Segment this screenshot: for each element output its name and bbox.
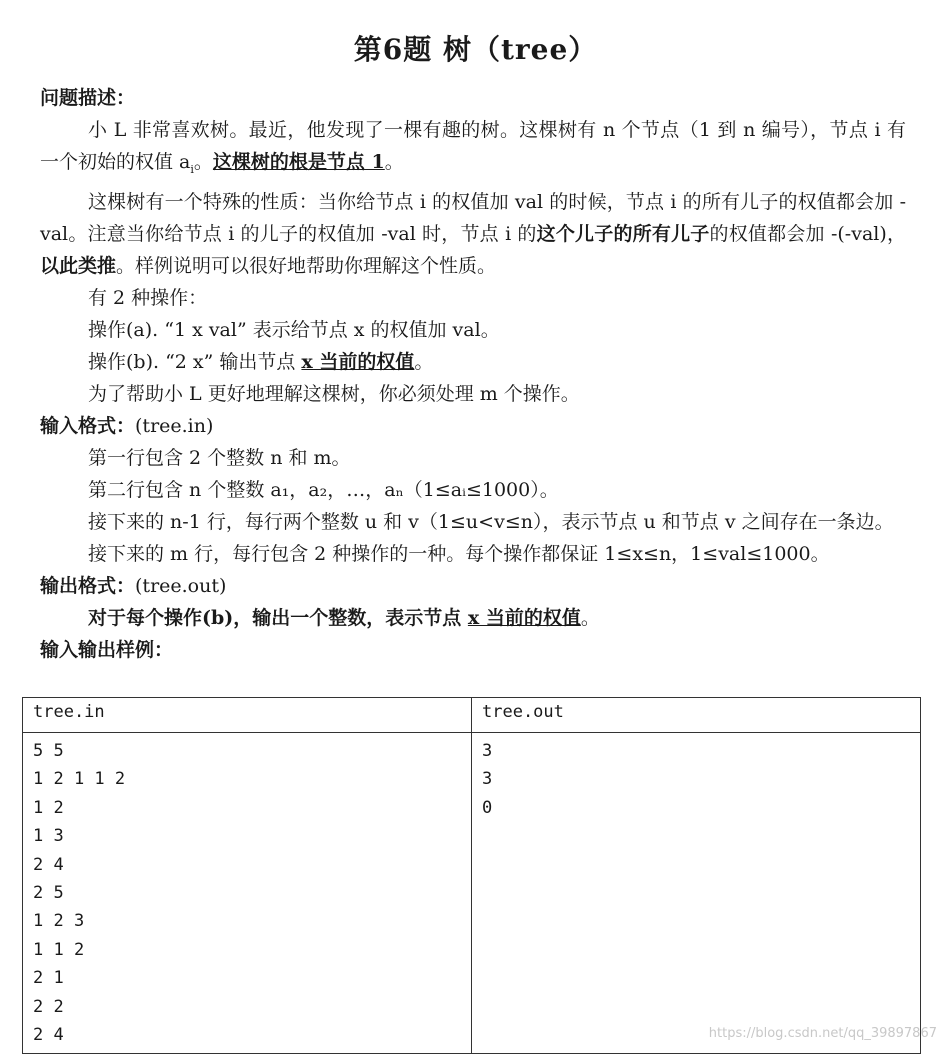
sample-output-cell <box>472 733 921 1054</box>
sample-output-header: tree.out <box>472 698 921 733</box>
sample-input-line: 1 2 3 <box>33 911 85 932</box>
sample-output-line: 0 <box>482 797 493 818</box>
sample-input-cell <box>23 733 472 1054</box>
problem-paragraph-1: 小 L 非常喜欢树。最近，他发现了一棵有趣的树。这棵树有 n 个节点（1 到 n 编号），节点 i 有一个初始的权值 $a_i$。这棵树的根是节点 1。 <box>40 119 906 176</box>
sample-output-line: 3 <box>482 769 493 790</box>
sample-heading: 输入输出样例： <box>40 638 174 661</box>
sample-output-line: 3 <box>482 741 493 761</box>
problem-paragraph-2: 这棵树有一个特殊的性质：当你给节点 i 的权值加 val 的时候，节点 i 的所有儿子的权值都会加 -val。注意当你给节点 i 的儿子的权值加 -val 时，节点 i 的这个儿子的所有儿子的权值都会加 -(-val)，以此类推。样例说明可以很好地帮助你理解这个性质。 <box>40 190 906 277</box>
problem-heading: 问题描述： <box>40 87 136 109</box>
watermark: https://blog.csdn.net/qq_39897867 <box>708 1026 937 1041</box>
problem-title: 第6题 树（tree） <box>353 33 598 66</box>
sample-input-line: 2 4 <box>33 854 64 875</box>
input-line-4: 接下来的 m 行，每行包含 2 种操作的一种。每个操作都保证 1≤x≤n，1≤val≤1000。 <box>88 542 830 565</box>
sample-input-line: 1 2 1 1 2 <box>33 769 126 790</box>
operation-a: 操作(a). “1 x val” 表示给节点 x 的权值加 val。 <box>88 318 500 341</box>
input-line-3: 接下来的 n-1 行，每行两个整数 u 和 v（1≤u<v≤n），表示节点 u 和节点 v 之间存在一条边。 <box>88 510 894 533</box>
input-format-heading: 输入格式：(tree.in) <box>40 414 214 437</box>
sample-input-line: 2 4 <box>33 1025 64 1046</box>
sample-io-table <box>22 697 921 1054</box>
sample-input-line: 2 5 <box>33 883 64 904</box>
sample-input-line: 5 5 <box>33 741 64 761</box>
problem-paragraph-4: 为了帮助小 L 更好地理解这棵树，你必须处理 m 个操作。 <box>88 382 580 405</box>
output-format-heading: 输出格式：(tree.out) <box>40 574 227 597</box>
sample-input-line: 2 2 <box>33 996 64 1017</box>
sample-input-line: 1 2 <box>33 797 64 818</box>
operation-b: 操作(b). “2 x” 输出节点 x 当前的权值。 <box>88 350 434 373</box>
output-line-1: 对于每个操作(b)，输出一个整数，表示节点 x 当前的权值。 <box>88 606 600 629</box>
sample-input-header: tree.in <box>23 698 472 733</box>
sample-input-line: 1 3 <box>33 826 64 847</box>
input-line-2: 第二行包含 n 个整数 a₁，a₂，…，aₙ（1≤aᵢ≤1000）。 <box>88 478 559 501</box>
sample-input-line: 2 1 <box>33 968 64 989</box>
problem-body <box>40 82 906 666</box>
operations-intro: 有 2 种操作： <box>88 286 208 309</box>
sample-input-line: 1 1 2 <box>33 939 85 960</box>
input-line-1: 第一行包含 2 个整数 n 和 m。 <box>88 446 351 469</box>
